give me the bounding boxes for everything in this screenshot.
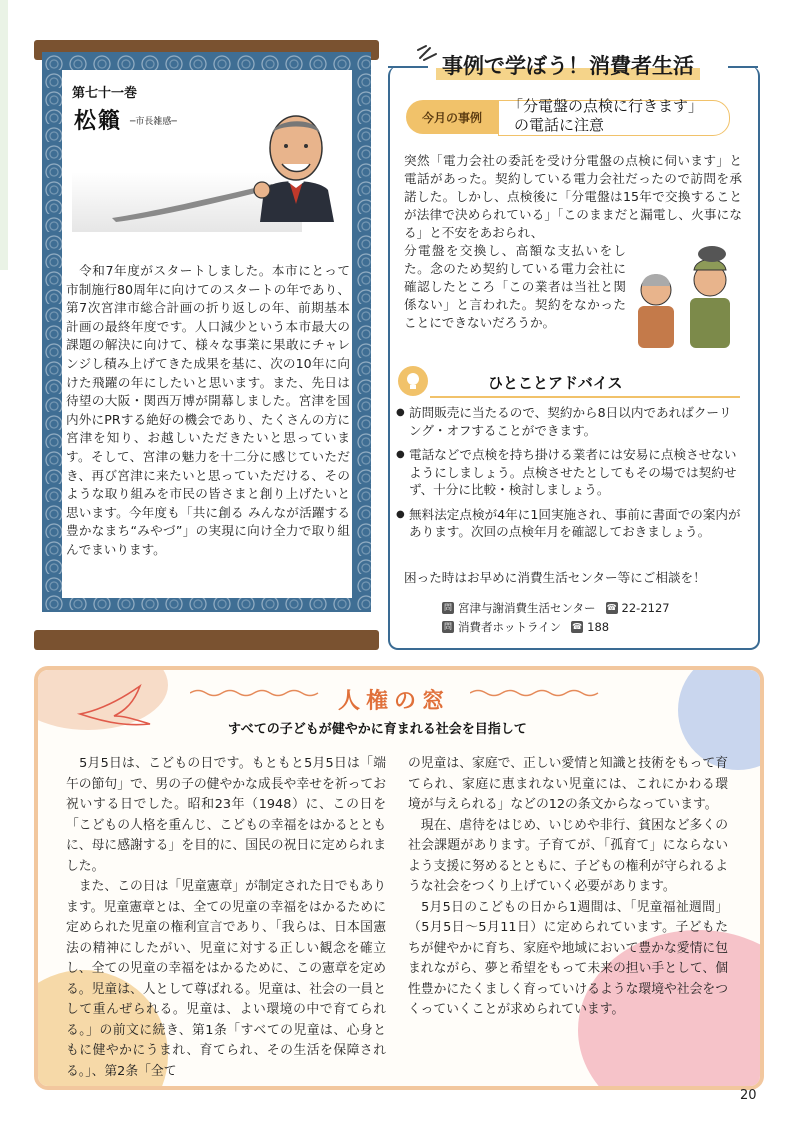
consumer-frame-top-left [388,66,428,68]
inquiry-badge-icon: 問 [444,603,452,612]
column-volume: 第七十一巻 [72,86,138,101]
human-rights-title: 人権の窓 [338,689,451,714]
page-number: 20 [740,1088,757,1103]
contact-row [442,600,670,616]
help-text: 困った時はお早めに消費生活センター等にご相談を！ [404,570,706,585]
case-heading-line-1: 「分電盤の点検に行きます」 [508,97,704,115]
lightbulb-icon [398,366,428,396]
salesman-and-elder-illustration [632,240,744,350]
inquiry-badge-icon: 問 [444,622,452,631]
case-body-1: 突然「電力会社の委託を受け分電盤の点検に伺います」と電話があった。契約している電力会社だったので訪問を承諾した。しかし、点検後に「分電盤は15年で交換することが法律で決められている」「このままだと漏電し、火事になる」と不安をあおられ、 [404,153,742,240]
contact-tel: 188 [587,620,610,634]
consumer-title: 事例で学ぼう！消費者生活 [436,50,700,80]
human-rights-text-left: 5月5日は、こどもの日です。もともと5月5日は「端午の節句」で、男の子の健やかな成長や幸せを祈ってお祝いする日でした。昭和23年（1948）に、この日を「こどもの人格を重んじ、こどもの幸福をはかるとともに、母に感謝する」を目的に、国民の祝日に定められました。 また、この日は「児童憲章」が制定された日でもあります。児童憲章とは、全ての児童の幸福をはかるために定められた児童の権利宣言であり、「我らは、日本国憲法の精神にしたがい、児童に対する正しい観念を確立し、全ての児童の幸福をはかるために、この憲章を定める。児童は、人として尊ばれる。児童は、社会の一員として重んぜられる。児童は、よい環境の中で育てられる。」の前文に続き、第1条「すべての児童は、心身ともに健やかにうまれ、育てられ、その生活を保障される。」、第2条「全て [66,756,386,1079]
column-name: 松籟 [74,108,123,134]
contact-name: 消費者ホットライン [458,620,562,634]
consumer-frame-top-right [728,66,758,68]
case-heading-line-2: の電話に注意 [514,116,605,134]
dove-icon [70,680,160,730]
case-heading [508,97,703,135]
advice-item: ● 電話などで点検を持ち掛ける業者には安易に点検させないようにしましょう。点検させたとしてもその場では契約せず、十分に比較・検討しましょう。 [396,446,744,499]
human-rights-subtitle: すべての子どもが健やかに育まれる社会を目指して [228,722,527,737]
phone-badge-icon: ☎ [606,603,617,612]
advice-underline [430,396,740,398]
scroll-bottom-rod [34,630,379,650]
mayor-essay: 令和7年度がスタートしました。本市にとって市制施行80周年に向けてのスタートの年であり、第7次宮津市総合計画の折り返しの年、前期基本計画の最終年度です。人口減少という本市最大の課題の解決に向けて、様々な事業に果敢にチャレンジし積み上げてきた成果を基に、次の10年に向けた飛躍の年にしたいと思います。また、先日は待望の大阪・関西万博が開幕しました。宮津を国内外にPRする絶好の機会であり、たくさんの方に宮津を知り、お越しいただきたいと思っています。そして、宮津の魅力を十二分に感じていただき、再び宮津に来たいと思っていただける、そのような取り組みを市民の皆さまと創り上げたいと思います。今年度も「共に創る みんなが活躍する 豊かなまち“みやづ”」の実現に向け全力で取り組んでまいります。 [66,263,350,557]
advice-item: ● 訪問販売に当たるので、契約から8日以内であればクーリング・オフすることができます。 [396,404,744,439]
contact-name: 宮津与謝消費生活センター [458,601,596,615]
phone-badge-icon: ☎ [572,622,583,631]
case-body-2: 分電盤を交換し、高額な支払いをした。念のため契約している電力会社に確認したところ「この業者は当社と関係ない」と言われた。契約をなかったことにできないだろうか。 [404,243,626,330]
column-byline: ─市長雑感─ [130,117,177,127]
human-rights-text-right: の児童は、家庭で、正しい愛情と知識と技術をもって育てられ、家庭に恵まれない児童には、これにかわる環境が与えられる」などの12の条文からなっています。 現在、虐待をはじめ、いじめや非行、貧困など多くの社会課題があります。子育てが、「孤育て」にならないよう支援に努めるとともに、子どもの権利が守られるような社会をつくり上げていく必要があります。 5月5日のこどもの日から1週間は、「児童福祉週間」（5月5日～5月11日）に定められています。子どもたちが健やかに育ち、家庭や地域において豊かな愛情に包まれながら、夢と希望をもって未来の担い手として、個性豊かにたくましく育っていけるような環境や社会をつくっていくことが求められています。 [408,756,728,1017]
contact-row [442,619,609,635]
case-tag: 今月の事例 [406,100,498,134]
contact-tel: 22-2127 [621,601,670,615]
wave-decoration [190,688,320,698]
advice-item: ● 無料法定点検が4年に1回実施され、事前に書面での案内があります。次回の点検年月を確認しておきましょう。 [396,506,744,541]
advice-title: ひとことアドバイス [488,374,623,392]
mayor-caricature [250,104,340,222]
page-edge-tint [0,0,8,270]
wave-decoration [470,688,600,698]
advice-list [396,404,744,548]
